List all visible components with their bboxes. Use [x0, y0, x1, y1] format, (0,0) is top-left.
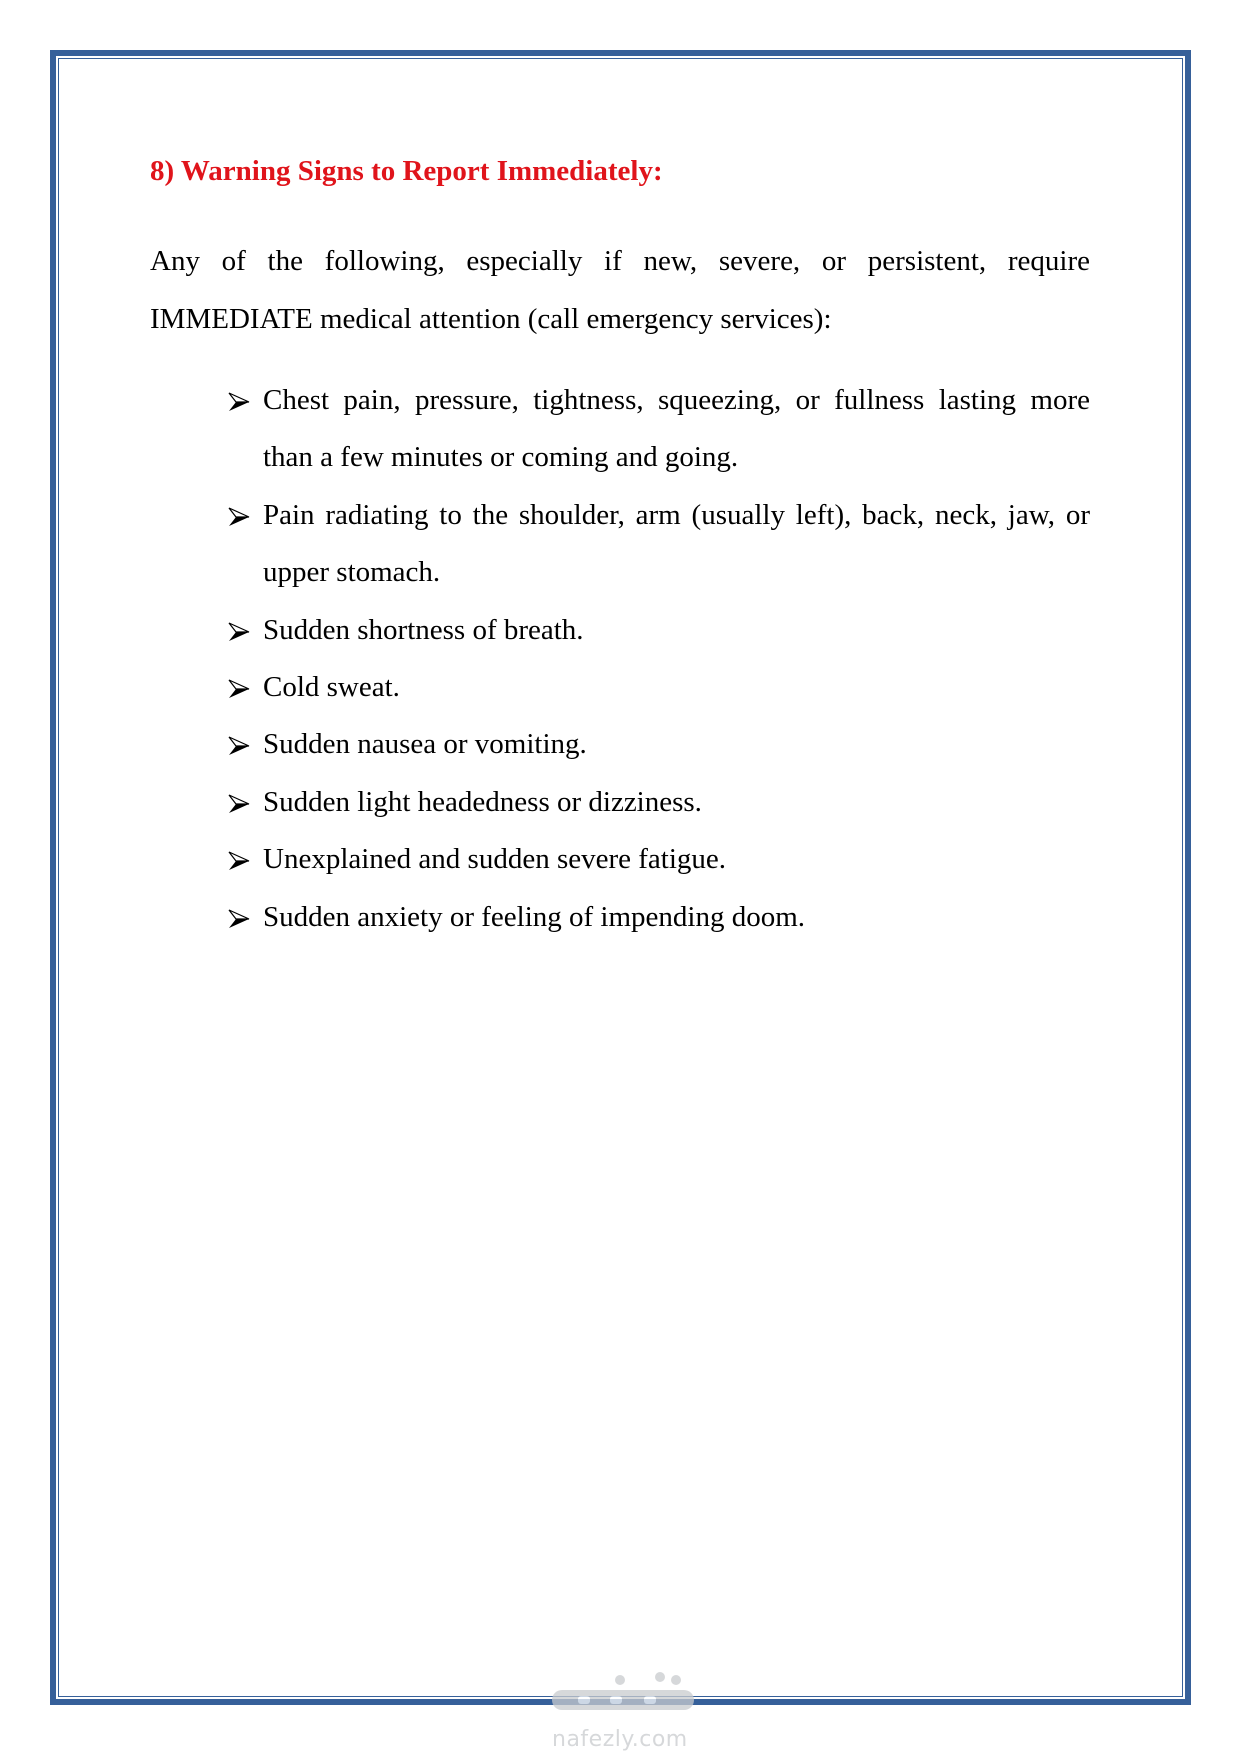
arrow-bullet-icon: [228, 909, 250, 929]
list-item-text: Sudden anxiety or feeling of impending doom.: [263, 900, 806, 933]
list-item: [228, 659, 1090, 716]
list-item-text: Unexplained and sudden severe fatigue.: [263, 843, 727, 876]
arrow-bullet-icon: [228, 622, 250, 642]
list-item: [228, 602, 1090, 659]
list-item: [228, 831, 1090, 888]
list-item-text: Sudden nausea or vomiting.: [263, 728, 587, 761]
list-item-text: Sudden light headedness or dizziness.: [263, 785, 702, 818]
arrow-bullet-icon: [228, 507, 250, 527]
warning-signs-list: [228, 372, 1090, 946]
list-item-text: Chest pain, pressure, tightness, squeezing, or fullness lasting more than a few minutes or coming and going.: [263, 384, 1090, 474]
section-heading: 8) Warning Signs to Report Immediately:: [150, 155, 663, 187]
arrow-bullet-icon: [228, 794, 250, 814]
arrow-bullet-icon: [228, 392, 250, 412]
watermark: [548, 1672, 698, 1755]
intro-paragraph: Any of the following, especially if new, severe, or persistent, require IMMEDIATE medical attention (call emergency services):: [150, 245, 1090, 335]
list-item: [228, 716, 1090, 773]
list-item: [228, 372, 1090, 487]
arrow-bullet-icon: [228, 851, 250, 871]
arrow-bullet-icon: [228, 736, 250, 756]
list-item-text: Pain radiating to the shoulder, arm (usually left), back, neck, jaw, or upper stomach.: [263, 498, 1090, 589]
list-item: [228, 889, 1090, 946]
watermark-site-text: nafezly.com: [552, 1727, 688, 1752]
list-item: [228, 774, 1090, 831]
arrow-bullet-icon: [228, 679, 250, 699]
list-item: [228, 487, 1090, 602]
watermark-logo-icon: [548, 1672, 698, 1717]
list-item-text: Cold sweat.: [263, 671, 400, 704]
list-item-text: Sudden shortness of breath.: [263, 613, 584, 646]
